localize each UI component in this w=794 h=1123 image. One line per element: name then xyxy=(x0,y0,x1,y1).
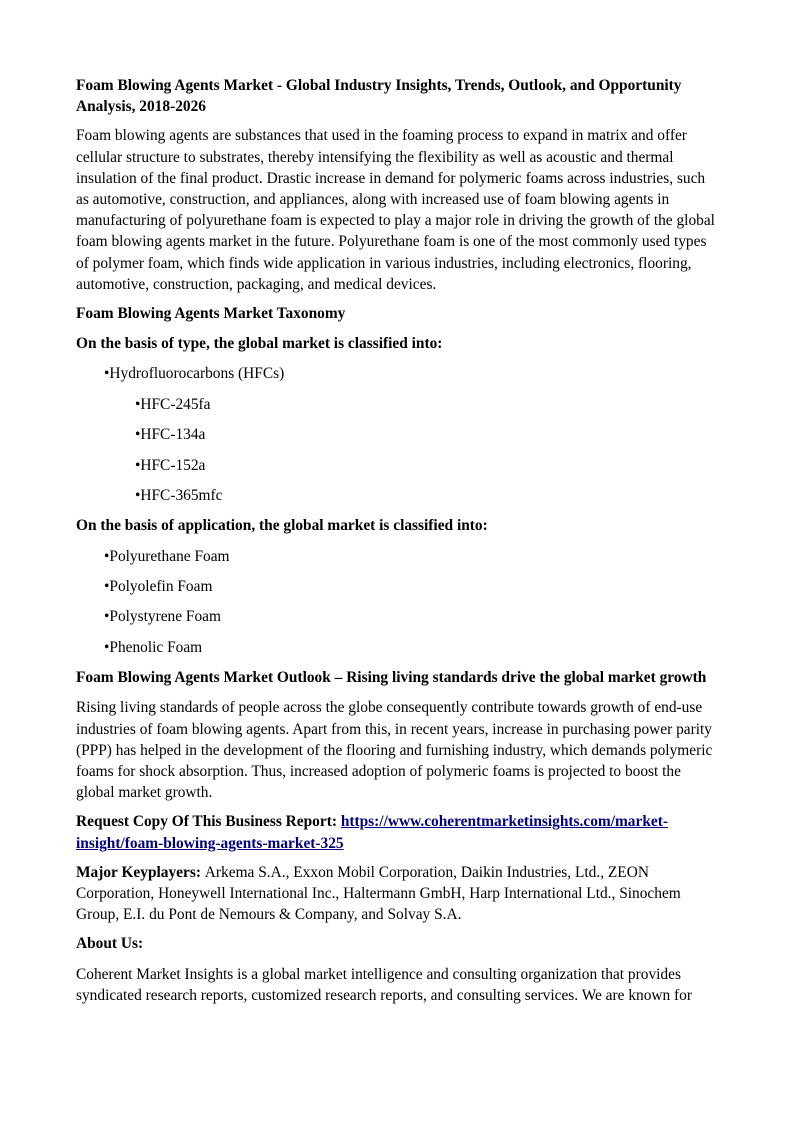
type-heading: On the basis of type, the global market is classified into: xyxy=(76,335,443,353)
about-paragraph: Coherent Market Insights is a global market intelligence and consulting organization that provides syndicated research reports, customized research reports, and consulting services. We are known for xyxy=(76,965,693,1004)
keyplayers-paragraph xyxy=(76,862,718,926)
document-title: Foam Blowing Agents Market - Global Industry Insights, Trends, Outlook, and Opportunity Analysis, 2018-2026 xyxy=(76,77,682,116)
list-item: •Polyurethane Foam xyxy=(104,547,230,565)
report-link[interactable]: https://www.coherentmarketinsights.com/market-insight/foam-blowing-agents-market-325 xyxy=(76,813,668,852)
taxonomy-heading: Foam Blowing Agents Market Taxonomy xyxy=(76,305,346,323)
application-heading: On the basis of application, the global market is classified into: xyxy=(76,517,488,535)
list-item: •HFC-152a xyxy=(135,456,206,474)
list-item: •HFC-245fa xyxy=(135,395,211,413)
keyplayers-text: Arkema S.A., Exxon Mobil Corporation, Daikin Industries, Ltd., ZEON Corporation, Honeywell International Inc., Haltermann GmbH, Harp International Ltd., Sinochem Group, E.I. du Pont de Nemours & Company, and Solvay S.A. xyxy=(76,863,681,924)
type-list xyxy=(76,363,718,515)
outlook-paragraph: Rising living standards of people across the globe consequently contribute towards growth of end-use industries of foam blowing agents. Apart from this, in recent years, increase in purchasing power parity (PPP) has helped in the development of the flooring and furnishing industry, which demands polymeric foams for shock absorption. Thus, increased adoption of polymeric foams is projected to boost the global market growth. xyxy=(76,699,713,802)
list-item: •HFC-134a xyxy=(135,426,206,444)
list-item: •HFC-365mfc xyxy=(135,487,223,504)
list-item: •Phenolic Foam xyxy=(104,638,203,656)
intro-paragraph: Foam blowing agents are substances that used in the foaming process to expand in matrix and offer cellular structure to substrates, thereby intensifying the flexibility as well as acoustic and thermal insulation of the final product. Drastic increase in demand for polymeric foams across industries, such as automotive, construction, and appliances, along with increased use of foam blowing agents in manufacturing of polyurethane foam is expected to play a major role in driving the growth of the global foam blowing agents market in the future. Polyurethane foam is one of the most commonly used types of polymer foam, which finds wide application in various industries, including electronics, flooring, automotive, construction, packaging, and medical devices. xyxy=(76,127,715,293)
list-item: •Polystyrene Foam xyxy=(104,608,221,626)
request-copy-paragraph xyxy=(76,811,718,853)
document-page xyxy=(76,75,718,1014)
keyplayers-label: Major Keyplayers: xyxy=(76,863,205,881)
list-item: •Hydrofluorocarbons (HFCs) xyxy=(104,365,285,383)
request-copy-label: Request Copy Of This Business Report: xyxy=(76,813,341,831)
outlook-heading: Foam Blowing Agents Market Outlook – Rising living standards drive the global market growth xyxy=(76,669,707,687)
about-heading: About Us: xyxy=(76,935,144,953)
list-item: •Polyolefin Foam xyxy=(104,577,213,595)
application-list xyxy=(76,546,718,668)
